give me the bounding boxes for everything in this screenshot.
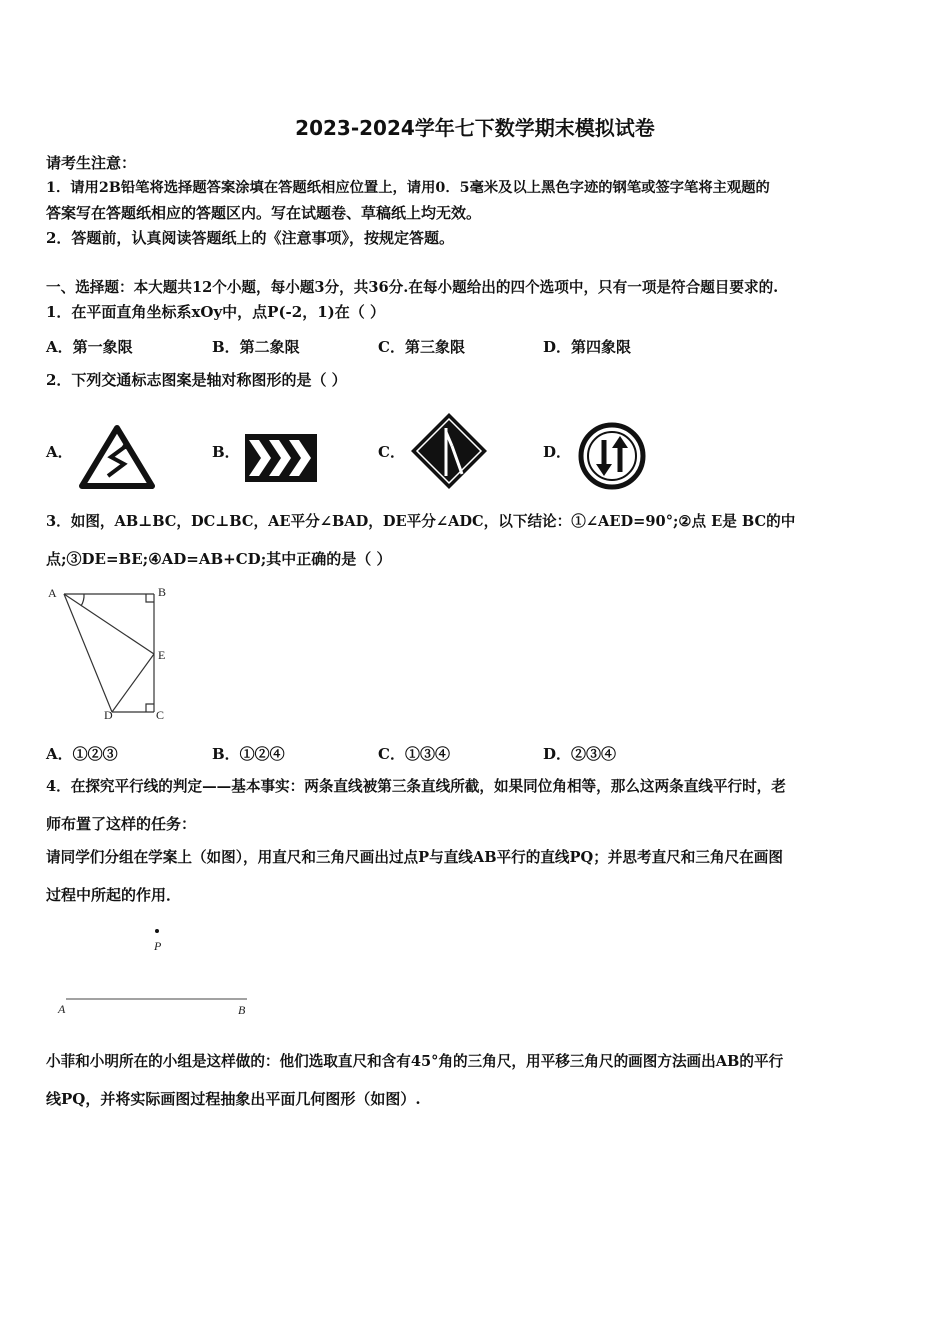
q3-option-d: D．②③④ xyxy=(543,745,617,763)
right-angle-c xyxy=(146,704,154,712)
q4-line1: 4．在探究平行线的判定——基本事实：两条直线被第三条直线所截，如果同位角相等，那么这两条直线平行时，老 xyxy=(46,778,786,795)
q4-line2: 师布置了这样的任务： xyxy=(46,815,197,833)
warning-sign-icon xyxy=(78,424,156,490)
q2-stem: 2．下列交通标志图案是轴对称图形的是（ ） xyxy=(46,371,347,389)
point-p xyxy=(155,929,159,933)
section-heading: 一、选择题：本大题共12个小题，每小题3分，共36分.在每小题给出的四个选项中，只有一项是符合题目要求的. xyxy=(46,279,779,296)
notice-item-1-line1: 1．请用2B铅笔将选择题答案涂填在答题纸相应位置上，请用0．5毫米及以上黑色字迹的钢笔或签字笔将主观题的 xyxy=(46,180,770,196)
q4-line6: 线PQ，并将实际画图过程抽象出平面几何图形（如图）. xyxy=(46,1090,421,1108)
notice-item-1-line2: 答案写在答题纸相应的答题区内。写在试题卷、草稿纸上均无效。 xyxy=(46,204,482,222)
page-title: 2023-2024学年七下数学期末模拟试卷 xyxy=(295,116,655,140)
q3-option-a: A．①②③ xyxy=(46,745,118,763)
q2-label-c: C． xyxy=(378,443,405,461)
label-p: P xyxy=(154,939,162,953)
merge-sign-icon xyxy=(410,412,488,490)
q1-option-b: B．第二象限 xyxy=(212,338,300,356)
label-d: D xyxy=(104,708,113,722)
right-angle-b xyxy=(146,594,154,602)
q1-option-c: C．第三象限 xyxy=(378,338,465,356)
q1-option-d: D．第四象限 xyxy=(543,338,632,356)
chevron-sign-icon xyxy=(245,434,317,482)
notice-heading: 请考生注意： xyxy=(46,154,137,172)
label-b: B xyxy=(158,585,167,599)
q2-label-d: D． xyxy=(543,443,572,461)
label-e: E xyxy=(158,648,166,662)
q3-geometry-figure xyxy=(46,584,176,724)
q4-line5: 小菲和小明所在的小组是这样做的：他们选取直尺和含有45°角的三角尺，用平移三角尺的画图方法画出AB的平行 xyxy=(46,1053,784,1070)
label-a: A xyxy=(58,1002,66,1016)
q3-option-c: C．①③④ xyxy=(378,745,450,763)
q3-stem-line1: 3．如图，AB⊥BC，DC⊥BC，AE平分∠BAD，DE平分∠ADC，以下结论：①∠AED=90°;②点 E是 BC的中 xyxy=(46,513,796,530)
q1-stem: 1．在平面直角坐标系xOy中，点P(-2，1)在（ ） xyxy=(46,303,385,321)
segment-ae xyxy=(64,594,154,654)
q3-option-b: B．①②④ xyxy=(212,745,285,763)
q2-label-b: B． xyxy=(212,443,240,461)
q4-figure xyxy=(46,920,266,1025)
segment-de xyxy=(112,654,154,712)
segment-ad xyxy=(64,594,112,712)
angle-mark-a xyxy=(81,594,84,606)
label-b: B xyxy=(238,1003,246,1017)
label-c: C xyxy=(156,708,165,722)
q4-line3: 请同学们分组在学案上（如图），用直尺和三角尺画出过点P与直线AB平行的直线PQ；并思考直尺和三角尺在画图 xyxy=(46,849,783,866)
q2-label-a: A． xyxy=(46,443,73,461)
label-a: A xyxy=(48,586,57,600)
notice-item-2: 2．答题前，认真阅读答题纸上的《注意事项》，按规定答题。 xyxy=(46,229,454,247)
two-way-traffic-sign-icon xyxy=(578,422,646,490)
q4-line4: 过程中所起的作用． xyxy=(46,886,182,904)
q3-stem-line2: 点;③DE=BE;④AD=AB+CD;其中正确的是（ ） xyxy=(46,550,392,568)
q1-option-a: A．第一象限 xyxy=(46,338,133,356)
